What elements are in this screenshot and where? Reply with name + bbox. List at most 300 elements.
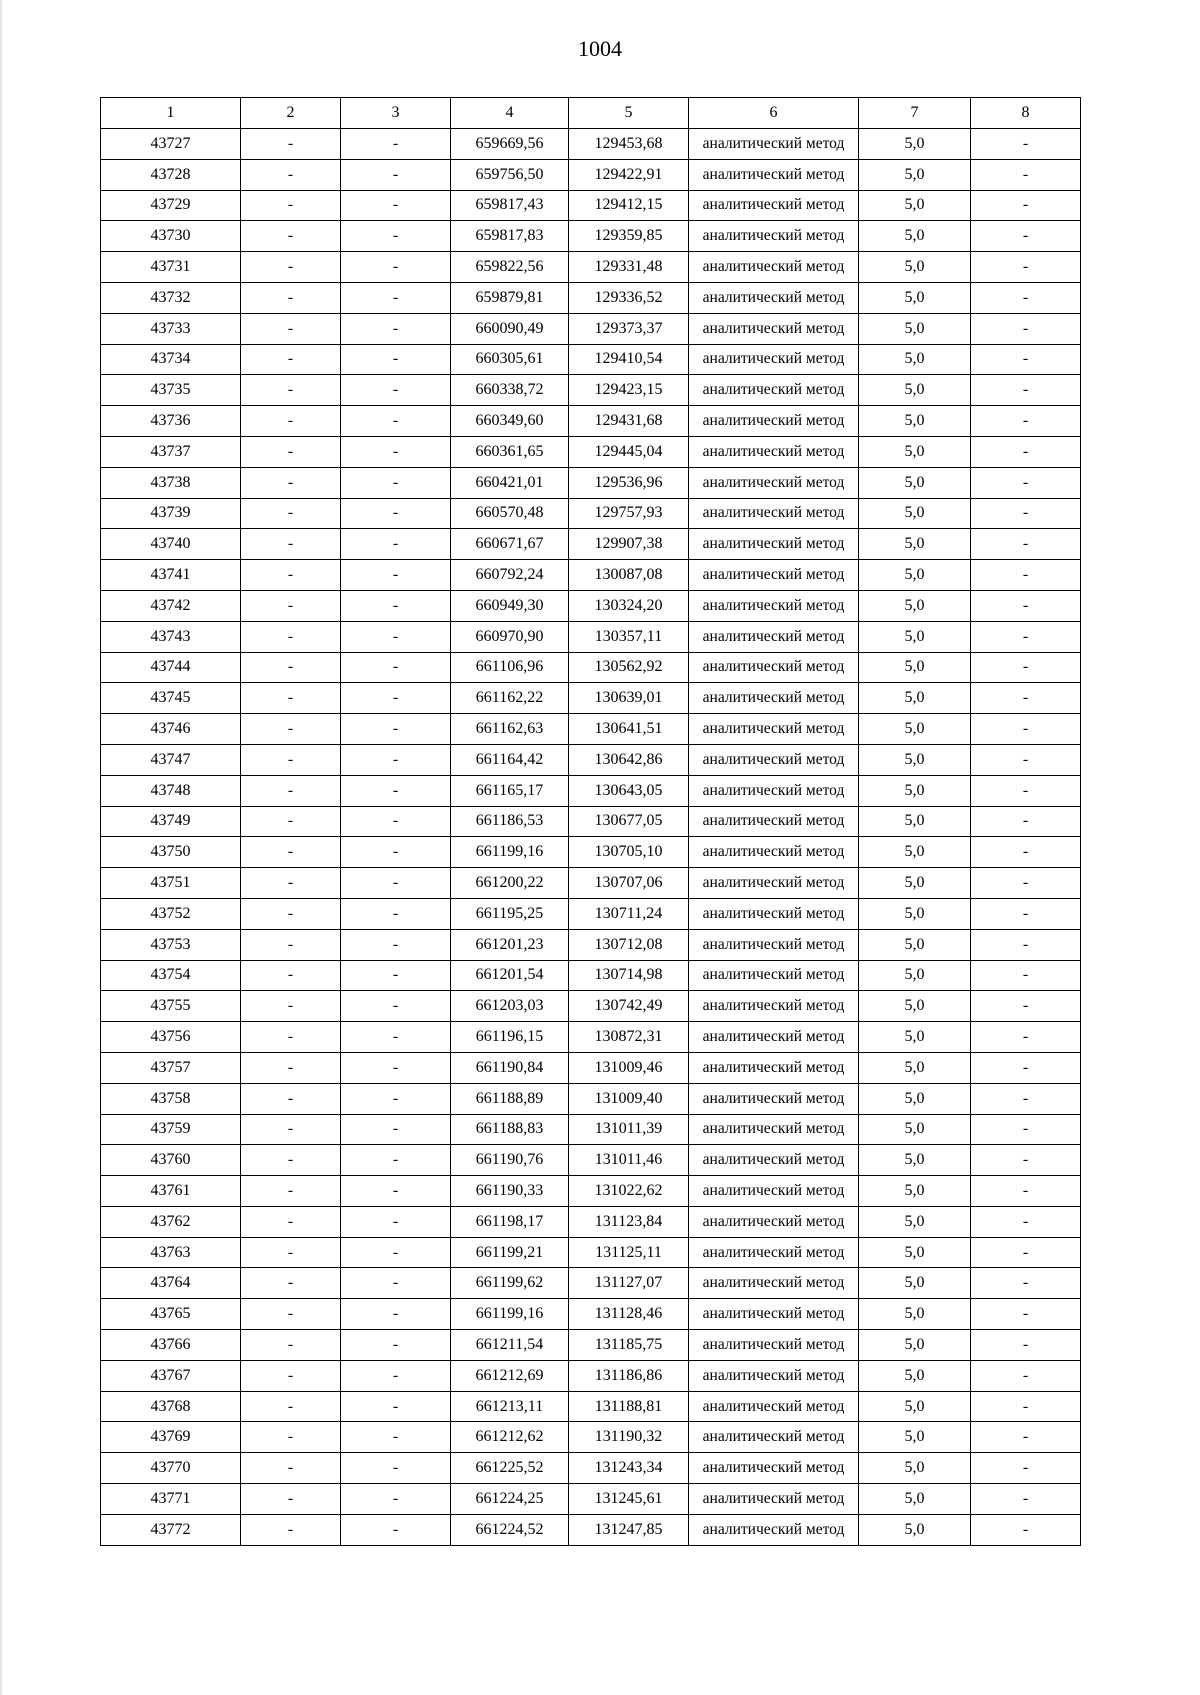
cell-point-number: 43754 [101,960,241,991]
cell-point-number: 43742 [101,590,241,621]
cell-col3-value: - [341,1514,451,1545]
cell-method: аналитический метод [689,1484,859,1515]
cell-col8-value: - [971,560,1081,591]
column-header-7: 7 [859,98,971,129]
cell-col3-value: - [341,406,451,437]
table-row [101,1514,1081,1545]
cell-accuracy: 5,0 [859,1299,971,1330]
cell-col2-value: - [241,529,341,560]
cell-method: аналитический метод [689,1391,859,1422]
cell-method: аналитический метод [689,652,859,683]
cell-point-number: 43755 [101,991,241,1022]
cell-x-coordinate: 661198,17 [451,1206,569,1237]
cell-col2-value: - [241,1299,341,1330]
cell-x-coordinate: 661188,83 [451,1114,569,1145]
cell-method: аналитический метод [689,775,859,806]
table-row [101,252,1081,283]
cell-col2-value: - [241,560,341,591]
cell-accuracy: 5,0 [859,190,971,221]
cell-col8-value: - [971,714,1081,745]
cell-col2-value: - [241,590,341,621]
cell-accuracy: 5,0 [859,1145,971,1176]
cell-col2-value: - [241,406,341,437]
cell-col3-value: - [341,467,451,498]
cell-col2-value: - [241,868,341,899]
cell-method: аналитический метод [689,929,859,960]
cell-method: аналитический метод [689,1176,859,1207]
table-row [101,313,1081,344]
cell-col8-value: - [971,929,1081,960]
cell-accuracy: 5,0 [859,1422,971,1453]
cell-method: аналитический метод [689,252,859,283]
cell-x-coordinate: 660570,48 [451,498,569,529]
cell-y-coordinate: 131185,75 [569,1330,689,1361]
cell-y-coordinate: 129336,52 [569,282,689,313]
cell-col3-value: - [341,129,451,160]
cell-x-coordinate: 659669,56 [451,129,569,160]
cell-accuracy: 5,0 [859,652,971,683]
cell-point-number: 43763 [101,1237,241,1268]
column-header-1: 1 [101,98,241,129]
cell-accuracy: 5,0 [859,929,971,960]
cell-col3-value: - [341,1330,451,1361]
cell-x-coordinate: 660305,61 [451,344,569,375]
table-row [101,929,1081,960]
cell-y-coordinate: 130711,24 [569,898,689,929]
cell-accuracy: 5,0 [859,806,971,837]
cell-method: аналитический метод [689,406,859,437]
cell-y-coordinate: 130677,05 [569,806,689,837]
cell-col3-value: - [341,590,451,621]
scan-edge [0,0,2,1695]
cell-col8-value: - [971,1299,1081,1330]
cell-y-coordinate: 130087,08 [569,560,689,591]
cell-col8-value: - [971,159,1081,190]
table-row [101,1484,1081,1515]
table-row [101,159,1081,190]
cell-col2-value: - [241,1083,341,1114]
cell-method: аналитический метод [689,868,859,899]
cell-col3-value: - [341,1176,451,1207]
cell-x-coordinate: 661212,62 [451,1422,569,1453]
cell-y-coordinate: 131125,11 [569,1237,689,1268]
cell-col8-value: - [971,960,1081,991]
table-row [101,1145,1081,1176]
cell-accuracy: 5,0 [859,590,971,621]
cell-method: аналитический метод [689,960,859,991]
cell-y-coordinate: 129410,54 [569,344,689,375]
table-row [101,714,1081,745]
cell-accuracy: 5,0 [859,529,971,560]
cell-point-number: 43769 [101,1422,241,1453]
cell-y-coordinate: 131245,61 [569,1484,689,1515]
cell-accuracy: 5,0 [859,1330,971,1361]
cell-method: аналитический метод [689,806,859,837]
table-row [101,837,1081,868]
table-row [101,190,1081,221]
cell-x-coordinate: 660361,65 [451,436,569,467]
cell-col2-value: - [241,1391,341,1422]
cell-y-coordinate: 130357,11 [569,621,689,652]
cell-col3-value: - [341,1268,451,1299]
cell-point-number: 43767 [101,1360,241,1391]
cell-accuracy: 5,0 [859,1206,971,1237]
cell-col3-value: - [341,868,451,899]
cell-col3-value: - [341,498,451,529]
cell-col3-value: - [341,375,451,406]
table-row [101,467,1081,498]
cell-y-coordinate: 130639,01 [569,683,689,714]
cell-y-coordinate: 129536,96 [569,467,689,498]
coordinates-table [100,97,1081,1546]
table-row [101,1176,1081,1207]
cell-x-coordinate: 659756,50 [451,159,569,190]
cell-y-coordinate: 130642,86 [569,744,689,775]
cell-point-number: 43732 [101,282,241,313]
cell-y-coordinate: 130324,20 [569,590,689,621]
cell-accuracy: 5,0 [859,1237,971,1268]
cell-point-number: 43744 [101,652,241,683]
cell-x-coordinate: 661188,89 [451,1083,569,1114]
cell-method: аналитический метод [689,1114,859,1145]
cell-col3-value: - [341,159,451,190]
cell-y-coordinate: 131009,40 [569,1083,689,1114]
table-body [101,129,1081,1546]
cell-point-number: 43746 [101,714,241,745]
cell-col2-value: - [241,344,341,375]
cell-col8-value: - [971,129,1081,160]
cell-col2-value: - [241,498,341,529]
cell-col3-value: - [341,775,451,806]
cell-method: аналитический метод [689,467,859,498]
cell-point-number: 43737 [101,436,241,467]
cell-y-coordinate: 130712,08 [569,929,689,960]
cell-col2-value: - [241,1206,341,1237]
table-row [101,498,1081,529]
cell-col3-value: - [341,1453,451,1484]
cell-col2-value: - [241,313,341,344]
cell-point-number: 43733 [101,313,241,344]
cell-method: аналитический метод [689,313,859,344]
table-row [101,375,1081,406]
cell-point-number: 43758 [101,1083,241,1114]
cell-x-coordinate: 661211,54 [451,1330,569,1361]
cell-col8-value: - [971,190,1081,221]
cell-col8-value: - [971,621,1081,652]
cell-y-coordinate: 130643,05 [569,775,689,806]
cell-x-coordinate: 661224,52 [451,1514,569,1545]
cell-col3-value: - [341,1237,451,1268]
cell-x-coordinate: 661190,76 [451,1145,569,1176]
table-row [101,221,1081,252]
cell-col2-value: - [241,714,341,745]
cell-col8-value: - [971,529,1081,560]
cell-point-number: 43749 [101,806,241,837]
table-row [101,621,1081,652]
cell-point-number: 43768 [101,1391,241,1422]
cell-x-coordinate: 661190,33 [451,1176,569,1207]
cell-y-coordinate: 130707,06 [569,868,689,899]
cell-col8-value: - [971,1453,1081,1484]
cell-col2-value: - [241,775,341,806]
cell-y-coordinate: 129422,91 [569,159,689,190]
cell-y-coordinate: 131011,46 [569,1145,689,1176]
cell-col2-value: - [241,744,341,775]
cell-x-coordinate: 659822,56 [451,252,569,283]
cell-point-number: 43743 [101,621,241,652]
cell-col3-value: - [341,837,451,868]
table-row [101,1391,1081,1422]
cell-method: аналитический метод [689,1052,859,1083]
cell-col3-value: - [341,529,451,560]
cell-accuracy: 5,0 [859,837,971,868]
cell-method: аналитический метод [689,221,859,252]
cell-x-coordinate: 661199,16 [451,1299,569,1330]
cell-col2-value: - [241,1145,341,1176]
cell-y-coordinate: 131011,39 [569,1114,689,1145]
cell-point-number: 43752 [101,898,241,929]
cell-x-coordinate: 661195,25 [451,898,569,929]
cell-col8-value: - [971,313,1081,344]
cell-y-coordinate: 130705,10 [569,837,689,868]
cell-accuracy: 5,0 [859,313,971,344]
cell-col2-value: - [241,1514,341,1545]
cell-point-number: 43753 [101,929,241,960]
cell-x-coordinate: 661162,22 [451,683,569,714]
cell-col3-value: - [341,1206,451,1237]
cell-method: аналитический метод [689,837,859,868]
cell-x-coordinate: 661225,52 [451,1453,569,1484]
cell-col8-value: - [971,1083,1081,1114]
cell-x-coordinate: 660671,67 [451,529,569,560]
cell-accuracy: 5,0 [859,1484,971,1515]
cell-method: аналитический метод [689,898,859,929]
cell-col8-value: - [971,744,1081,775]
cell-col3-value: - [341,252,451,283]
column-header-6: 6 [689,98,859,129]
cell-col8-value: - [971,406,1081,437]
cell-point-number: 43762 [101,1206,241,1237]
column-header-2: 2 [241,98,341,129]
cell-point-number: 43757 [101,1052,241,1083]
cell-y-coordinate: 129359,85 [569,221,689,252]
cell-y-coordinate: 130872,31 [569,1022,689,1053]
cell-accuracy: 5,0 [859,1083,971,1114]
cell-col3-value: - [341,1083,451,1114]
cell-x-coordinate: 661162,63 [451,714,569,745]
cell-accuracy: 5,0 [859,1453,971,1484]
cell-y-coordinate: 129431,68 [569,406,689,437]
cell-accuracy: 5,0 [859,221,971,252]
table-row [101,344,1081,375]
cell-point-number: 43766 [101,1330,241,1361]
cell-accuracy: 5,0 [859,282,971,313]
cell-x-coordinate: 661164,42 [451,744,569,775]
cell-y-coordinate: 129907,38 [569,529,689,560]
cell-accuracy: 5,0 [859,1022,971,1053]
cell-x-coordinate: 660970,90 [451,621,569,652]
cell-x-coordinate: 661199,16 [451,837,569,868]
cell-col8-value: - [971,1237,1081,1268]
cell-accuracy: 5,0 [859,344,971,375]
cell-y-coordinate: 130742,49 [569,991,689,1022]
cell-y-coordinate: 131186,86 [569,1360,689,1391]
cell-col8-value: - [971,1422,1081,1453]
cell-col8-value: - [971,467,1081,498]
cell-method: аналитический метод [689,1360,859,1391]
cell-col2-value: - [241,436,341,467]
cell-col8-value: - [971,1330,1081,1361]
cell-col3-value: - [341,806,451,837]
cell-accuracy: 5,0 [859,1268,971,1299]
cell-point-number: 43759 [101,1114,241,1145]
cell-x-coordinate: 660949,30 [451,590,569,621]
cell-col8-value: - [971,1360,1081,1391]
cell-y-coordinate: 129445,04 [569,436,689,467]
cell-point-number: 43761 [101,1176,241,1207]
cell-accuracy: 5,0 [859,406,971,437]
cell-col8-value: - [971,498,1081,529]
cell-y-coordinate: 129373,37 [569,313,689,344]
cell-point-number: 43756 [101,1022,241,1053]
table-row [101,991,1081,1022]
cell-col3-value: - [341,1114,451,1145]
cell-x-coordinate: 661190,84 [451,1052,569,1083]
table-row [101,406,1081,437]
cell-col3-value: - [341,1022,451,1053]
table-row [101,683,1081,714]
cell-method: аналитический метод [689,1206,859,1237]
cell-point-number: 43736 [101,406,241,437]
cell-col2-value: - [241,1484,341,1515]
cell-accuracy: 5,0 [859,375,971,406]
cell-col2-value: - [241,991,341,1022]
table-row [101,1114,1081,1145]
cell-point-number: 43730 [101,221,241,252]
cell-method: аналитический метод [689,1237,859,1268]
cell-col8-value: - [971,375,1081,406]
cell-y-coordinate: 129757,93 [569,498,689,529]
cell-point-number: 43729 [101,190,241,221]
cell-x-coordinate: 661224,25 [451,1484,569,1515]
cell-col8-value: - [971,683,1081,714]
cell-point-number: 43741 [101,560,241,591]
cell-accuracy: 5,0 [859,436,971,467]
cell-col8-value: - [971,1145,1081,1176]
cell-x-coordinate: 659817,43 [451,190,569,221]
cell-accuracy: 5,0 [859,960,971,991]
cell-method: аналитический метод [689,1299,859,1330]
cell-col3-value: - [341,344,451,375]
table-row [101,282,1081,313]
table-row [101,1330,1081,1361]
table-row [101,529,1081,560]
cell-y-coordinate: 131127,07 [569,1268,689,1299]
cell-point-number: 43734 [101,344,241,375]
table-row [101,1083,1081,1114]
cell-point-number: 43727 [101,129,241,160]
cell-col3-value: - [341,1299,451,1330]
cell-col2-value: - [241,1052,341,1083]
cell-col2-value: - [241,467,341,498]
cell-method: аналитический метод [689,529,859,560]
cell-accuracy: 5,0 [859,683,971,714]
cell-col8-value: - [971,898,1081,929]
cell-x-coordinate: 661186,53 [451,806,569,837]
cell-y-coordinate: 130714,98 [569,960,689,991]
cell-accuracy: 5,0 [859,621,971,652]
cell-y-coordinate: 131243,34 [569,1453,689,1484]
cell-x-coordinate: 661201,23 [451,929,569,960]
cell-col2-value: - [241,129,341,160]
cell-col2-value: - [241,190,341,221]
cell-point-number: 43764 [101,1268,241,1299]
cell-method: аналитический метод [689,714,859,745]
cell-point-number: 43739 [101,498,241,529]
cell-accuracy: 5,0 [859,159,971,190]
cell-col2-value: - [241,252,341,283]
cell-accuracy: 5,0 [859,467,971,498]
table-header-row [101,98,1081,129]
cell-x-coordinate: 661203,03 [451,991,569,1022]
cell-col2-value: - [241,1360,341,1391]
cell-col3-value: - [341,621,451,652]
cell-method: аналитический метод [689,498,859,529]
column-header-8: 8 [971,98,1081,129]
cell-method: аналитический метод [689,991,859,1022]
cell-col2-value: - [241,1237,341,1268]
cell-method: аналитический метод [689,1145,859,1176]
column-header-5: 5 [569,98,689,129]
cell-accuracy: 5,0 [859,868,971,899]
cell-col8-value: - [971,991,1081,1022]
cell-x-coordinate: 661199,62 [451,1268,569,1299]
cell-accuracy: 5,0 [859,898,971,929]
table-row [101,960,1081,991]
cell-col2-value: - [241,1453,341,1484]
cell-col3-value: - [341,221,451,252]
table-row [101,436,1081,467]
cell-col2-value: - [241,837,341,868]
cell-x-coordinate: 660090,49 [451,313,569,344]
cell-col2-value: - [241,1422,341,1453]
table-row [101,868,1081,899]
table-row [101,806,1081,837]
cell-point-number: 43760 [101,1145,241,1176]
table-row [101,560,1081,591]
cell-col3-value: - [341,313,451,344]
cell-accuracy: 5,0 [859,560,971,591]
cell-method: аналитический метод [689,560,859,591]
cell-col8-value: - [971,1206,1081,1237]
cell-y-coordinate: 131128,46 [569,1299,689,1330]
cell-col2-value: - [241,898,341,929]
cell-method: аналитический метод [689,344,859,375]
cell-col2-value: - [241,375,341,406]
cell-accuracy: 5,0 [859,129,971,160]
cell-method: аналитический метод [689,375,859,406]
cell-col8-value: - [971,1022,1081,1053]
cell-col8-value: - [971,868,1081,899]
cell-col3-value: - [341,1391,451,1422]
cell-method: аналитический метод [689,159,859,190]
table-row [101,744,1081,775]
cell-col2-value: - [241,282,341,313]
cell-point-number: 43745 [101,683,241,714]
cell-method: аналитический метод [689,1330,859,1361]
page-number: 1004 [578,36,622,61]
cell-x-coordinate: 661212,69 [451,1360,569,1391]
